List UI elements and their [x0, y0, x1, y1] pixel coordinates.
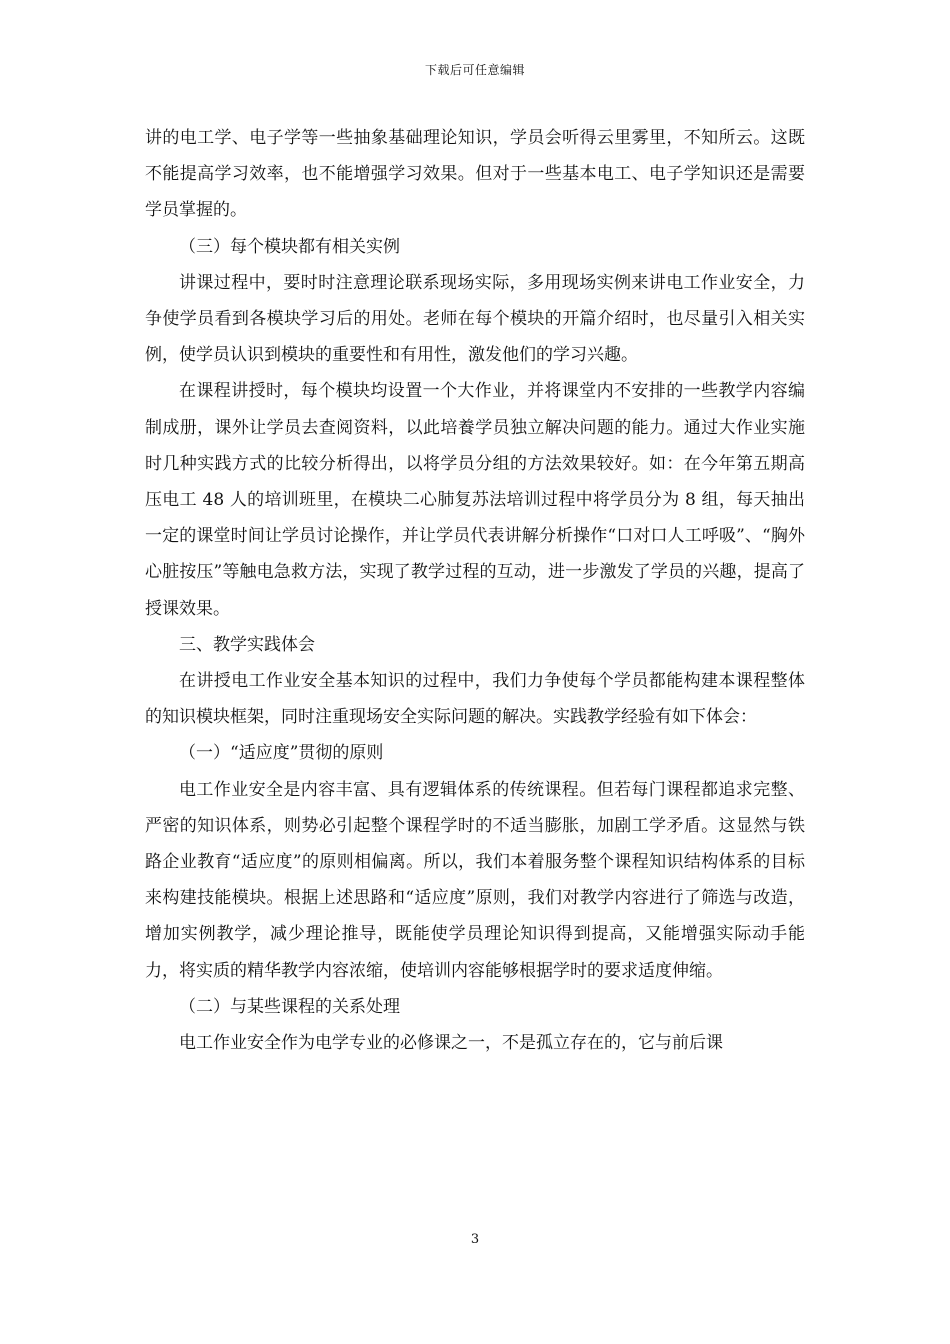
chapter-heading-teaching-practice: 三、教学实践体会	[179, 634, 315, 655]
paragraph: 讲课过程中，要时时注意理论联系现场实际，多用现场实例来讲电工作业安全，力争使学员看到各模块学习后的用处。老师在每个模块的开篇介绍时，也尽量引入相关实例，使学员认识到模块的重要性和有用性，激发他们的学习兴趣。	[145, 272, 805, 366]
page-header: 下载后可任意编辑	[424, 63, 525, 77]
paragraph: 电工作业安全作为电学专业的必修课之一，不是孤立存在的，它与前后课	[179, 1033, 723, 1054]
page-number: 3	[470, 1232, 480, 1247]
paragraph: 在讲授电工作业安全基本知识的过程中，我们力争使每个学员都能构建本课程整体的知识模块框架，同时注重现场安全实际问题的解决。实践教学经验有如下体会：	[145, 671, 805, 728]
paragraph: 在课程讲授时，每个模块均设置一个大作业，并将课堂内不安排的一些教学内容编制成册，课外让学员去查阅资料，以此培養学员独立解决问题的能力。通过大作业实施时几种实践方式的比较分析得出，以将学员分组的方法效果较好。如：在今年第五期高压电工 48 人的培训班里，在模块二心肺复苏法培训过程中将学员分为 8 组，每天抽出一定的课堂时间让学员讨论操作，并让学员代表讲解分析操作“口对口人工呼吸”、“胸外心脏按压”等触电急救方法，实现了教学过程的互动，进一步激发了学员的兴趣，提高了授课效果。	[145, 381, 805, 619]
section-heading-1: （一）“适应度”贯彻的原则	[179, 743, 384, 764]
paragraph-continuation: 讲的电工学、电子学等一些抽象基础理论知识，学员会听得云里雾里，不知所云。这既不能提高学习效率，也不能增强学习效果。但对于一些基本电工、电子学知识还是需要学员掌握的。	[145, 128, 805, 221]
paragraph: 电工作业安全是内容丰富、具有逻辑体系的传统课程。但若每门课程都追求完整、严密的知识体系，则势必引起整个课程学时的不适当膨胀，加剧工学矛盾。这显然与铁路企业教育“适应度”的原则相偏离。所以，我们本着服务整个课程知识结构体系的目标来构建技能模块。根据上述思路和“适应度”原则，我们对教学内容进行了筛选与改造，增加实例教学，减少理论推导，既能使学员理论知识得到提高，又能增强实际动手能力，将实质的精华教学内容浓缩，使培训内容能够根据学时的要求适度伸缩。	[145, 779, 805, 981]
document-body	[145, 120, 805, 1061]
section-heading-3: （三）每个模块都有相关实例	[179, 236, 400, 257]
section-heading-2: （二）与某些课程的关系处理	[179, 996, 400, 1017]
